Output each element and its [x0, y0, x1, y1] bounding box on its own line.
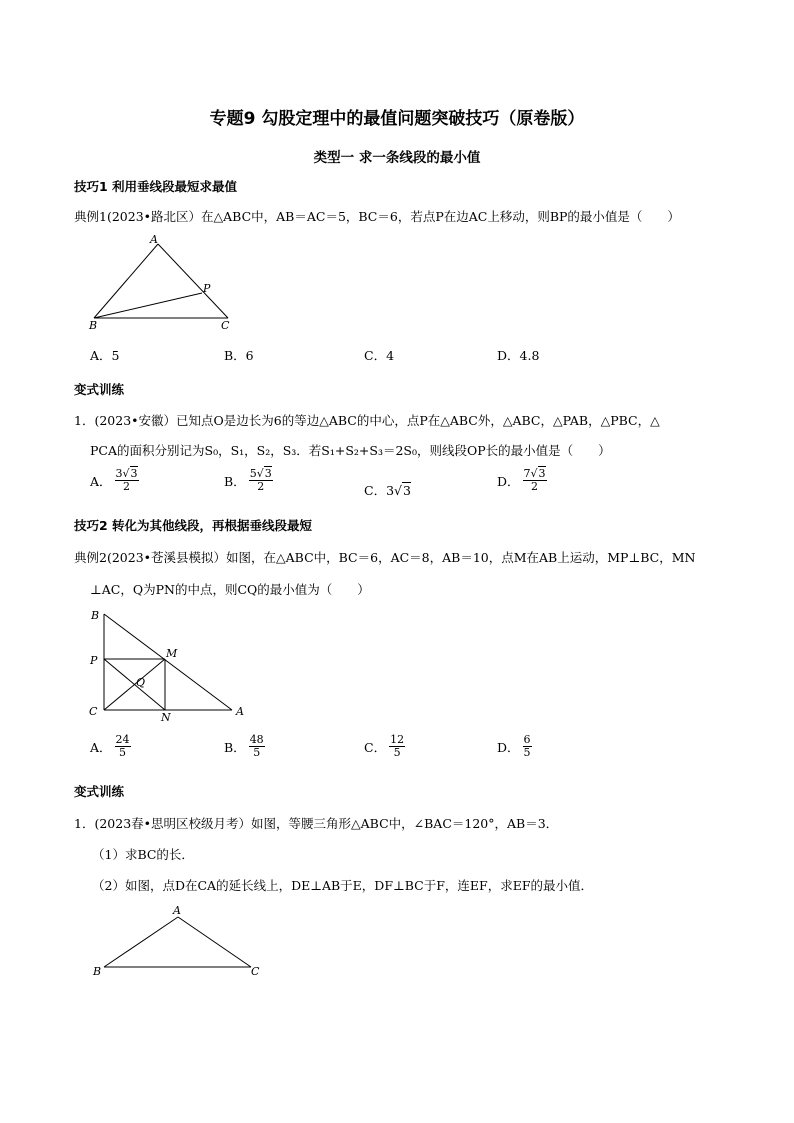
variant2-line1: 1．(2023春•思明区校级月考）如图，等腰三角形△ABC中，∠BAC＝120°，AB＝3．	[74, 816, 559, 831]
fig1-side-ab	[94, 244, 158, 318]
option3-b-label: B．	[224, 739, 246, 755]
option2-b-fraction: $\frac{5√3}{2}$	[249, 467, 272, 494]
option3-a[interactable]	[90, 734, 131, 759]
option3-a-num: 24	[115, 733, 130, 746]
fig3-label-b: B	[93, 965, 102, 978]
variant-heading-2: 变式训练	[74, 784, 125, 799]
option3-c[interactable]	[364, 734, 405, 759]
variant2-question1: （1）求BC的长．	[92, 847, 194, 862]
option2-a-coef: 3	[115, 467, 123, 480]
variant-heading-1: 变式训练	[74, 382, 125, 397]
fig2-label-b: B	[91, 609, 100, 622]
option1-a[interactable]: A．5	[90, 348, 120, 363]
option3-d-num: 6	[523, 733, 531, 746]
fig1-side-ac	[158, 244, 228, 318]
option2-d[interactable]	[497, 468, 547, 493]
fig1-label-c: C	[221, 319, 230, 332]
fig3-label-a: A	[173, 904, 181, 917]
variant2-question2: （2）如图，点D在CA的延长线上，DE⊥AB于E，DF⊥BC于F，连EF，求EF的最小值．	[92, 878, 594, 893]
option2-b-coef: 5	[249, 467, 257, 480]
option2-d-fraction: $\frac{7√3}{2}$	[523, 467, 546, 494]
example1-text: 典例1(2023•路北区）在△ABC中，AB＝AC＝5，BC＝6，若点P在边AC上移动，则BP的最小值是（ ）	[74, 209, 680, 224]
option3-a-label: A．	[90, 739, 112, 755]
figure3-triangle	[88, 900, 268, 980]
example2-line2: ⊥AC，Q为PN的中点，则CQ的最小值为（ ）	[90, 582, 370, 597]
option2-a-den: 2	[123, 480, 131, 494]
example2-line1: 典例2(2023•苍溪县模拟）如图，在△ABC中，BC＝6，AC＝8，AB＝10，点M在AB上运动，MP⊥BC，MN	[74, 550, 696, 565]
fig3-label-c: C	[251, 965, 260, 978]
option3-d-den: 5	[523, 746, 531, 760]
option3-d-label: D．	[497, 739, 520, 755]
skill2-heading: 技巧2 转化为其他线段，再根据垂线段最短	[74, 518, 313, 533]
section-title-type1: 类型一 求一条线段的最小值	[313, 150, 481, 166]
option2-c[interactable]: C． 3 √ 3	[364, 482, 411, 498]
option1-d[interactable]: D．4.8	[497, 348, 540, 363]
page-title: 专题9 勾股定理中的最值问题突破技巧（原卷版）	[209, 109, 585, 129]
option2-a[interactable]	[90, 468, 139, 493]
option2-a-radicand: 3	[130, 467, 138, 480]
fig1-segment-bp	[94, 293, 202, 318]
option2-d-label: D．	[497, 473, 520, 489]
fig2-label-a: A	[236, 705, 244, 718]
option3-b-den: 5	[253, 746, 261, 760]
option2-b-den: 2	[257, 480, 265, 494]
option2-a-fraction: $\frac{3√3}{2}$	[115, 467, 138, 494]
fig2-side-ab	[104, 614, 232, 710]
fig2-label-n: N	[161, 711, 171, 724]
option2-d-coef: 7	[523, 467, 531, 480]
figure2-triangle	[86, 604, 256, 726]
figure1-triangle	[86, 232, 246, 332]
option1-b[interactable]: B．6	[224, 348, 254, 363]
option3-b-num: 48	[249, 733, 264, 746]
fig3-side-ab	[104, 917, 178, 967]
option3-c-num: 12	[390, 733, 405, 746]
fig1-label-b: B	[89, 319, 98, 332]
option2-b-label: B．	[224, 473, 246, 489]
option3-d[interactable]	[497, 734, 532, 759]
fig2-label-c: C	[89, 705, 98, 718]
option2-d-radicand: 3	[538, 467, 546, 480]
fig3-side-ac	[178, 917, 251, 967]
option2-d-den: 2	[531, 480, 539, 494]
option3-b[interactable]	[224, 734, 265, 759]
skill1-heading: 技巧1 利用垂线段最短求最值	[74, 179, 238, 194]
option2-b[interactable]	[224, 468, 273, 493]
variant1-line1: 1．(2023•安徽）已知点O是边长为6的等边△ABC的中心，点P在△ABC外，△ABC，△PAB，△PBC，△	[74, 413, 660, 428]
option2-c-radicand: 3	[403, 483, 411, 498]
option3-c-label: C．	[364, 739, 387, 755]
option2-c-coef: 3	[386, 482, 395, 498]
fig1-label-a: A	[150, 233, 158, 246]
option2-a-label: A．	[90, 473, 112, 489]
fig2-label-p: P	[90, 654, 98, 667]
option3-a-den: 5	[119, 746, 127, 760]
option2-c-label: C．	[364, 483, 387, 498]
option2-b-radicand: 3	[264, 467, 272, 480]
fig2-label-q: Q	[136, 676, 146, 689]
fig1-label-p: P	[203, 282, 211, 295]
fig2-label-m: M	[166, 647, 178, 660]
option3-c-den: 5	[393, 746, 401, 760]
variant1-line2: PCA的面积分别记为S₀，S₁，S₂，S₃．若S₁+S₂+S₃＝2S₀，则线段OP长的最小值是（ ）	[90, 443, 611, 458]
option1-c[interactable]: C．4	[364, 348, 395, 363]
